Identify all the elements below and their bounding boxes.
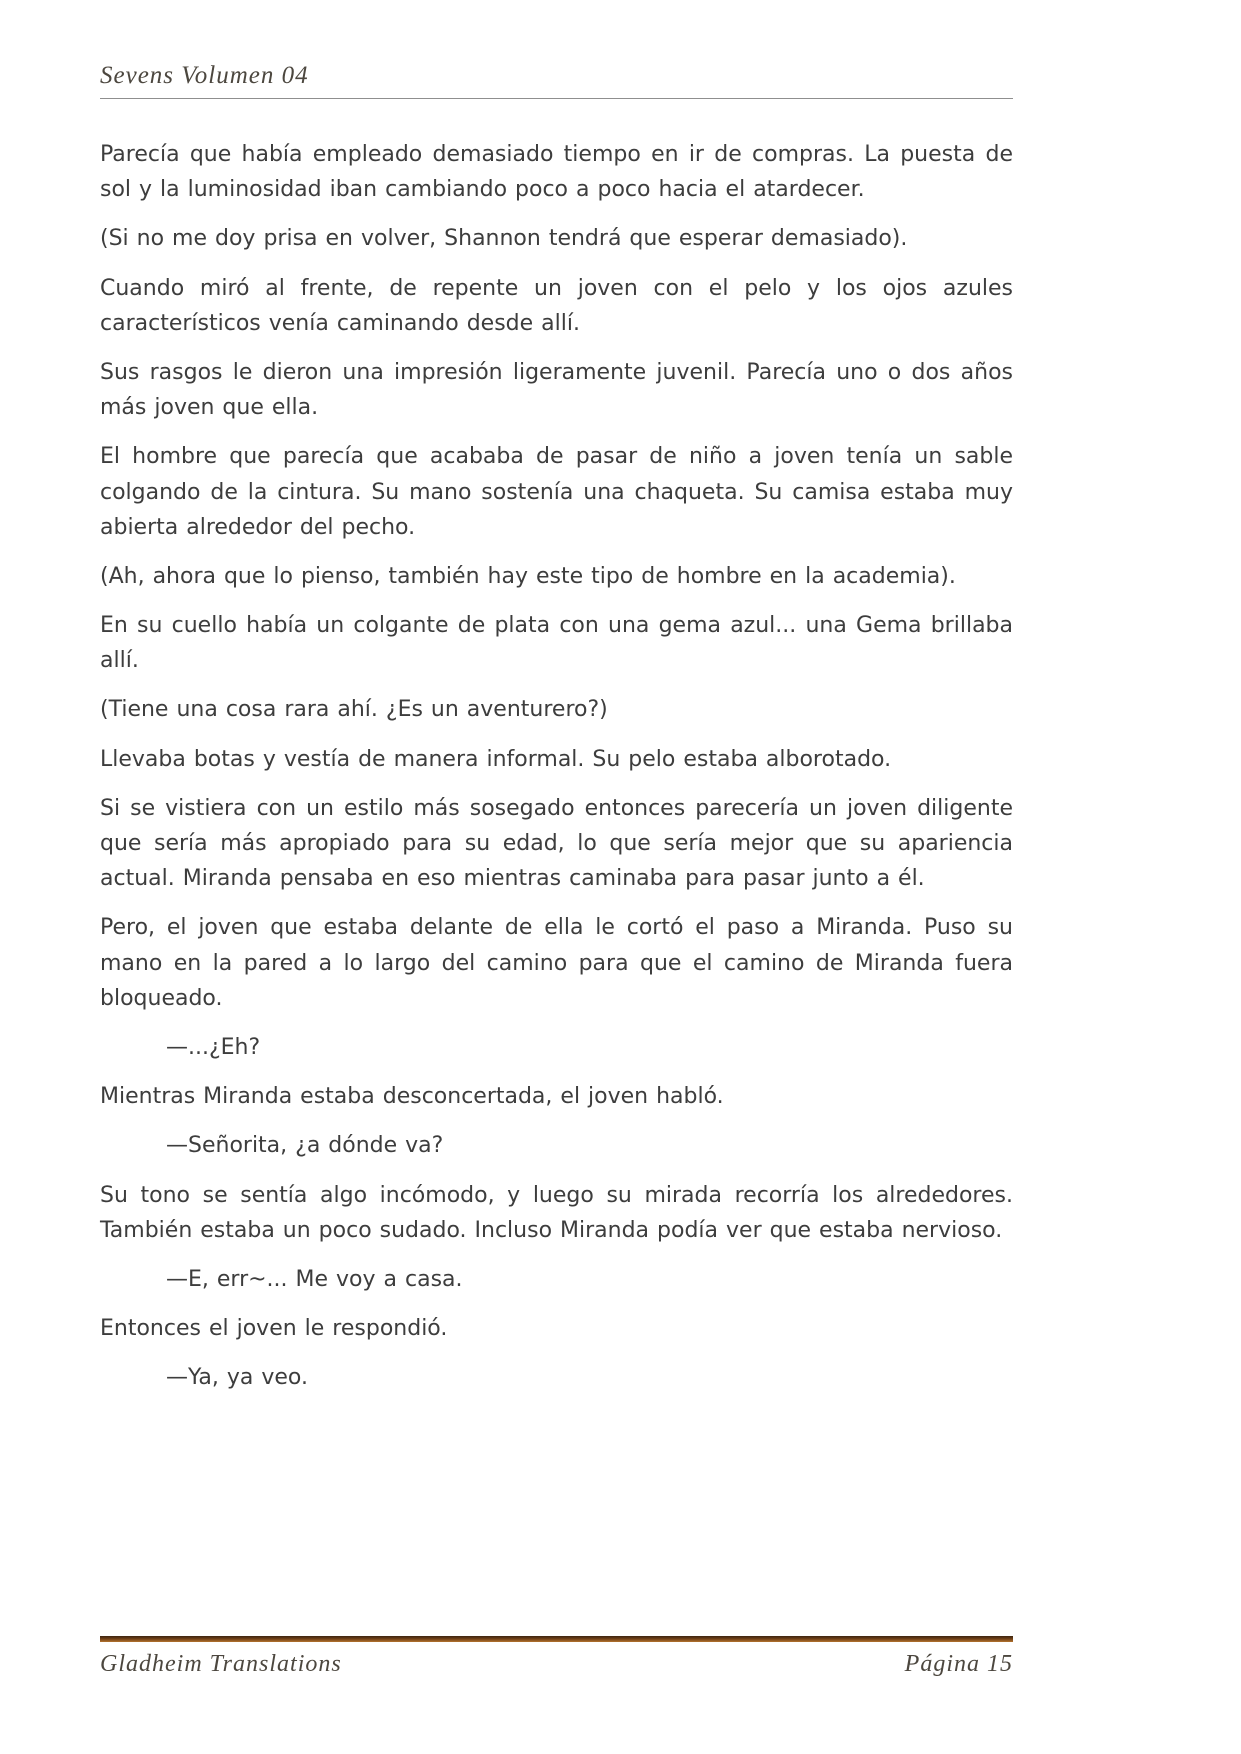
body-paragraph: Sus rasgos le dieron una impresión ligeramente juvenil. Parecía uno o dos años más joven que ella. (100, 359, 1013, 421)
body-paragraph: Si se vistiera con un estilo más sosegado entonces parecería un joven diligente que sería más apropiado para su edad, lo que sería mejor que su apariencia actual. Miranda pensaba en eso mientras caminaba para pasar junto a él. (100, 795, 1013, 892)
body-paragraph: Mientras Miranda estaba desconcertada, el joven habló. (100, 1084, 724, 1110)
page-header (100, 62, 1013, 99)
body-paragraph: (Ah, ahora que lo pienso, también hay este tipo de hombre en la academia). (100, 563, 956, 589)
body-paragraph: Su tono se sentía algo incómodo, y luego su mirada recorría los alrededores. También estaba un poco sudado. Incluso Miranda podía ver que estaba nervioso. (100, 1182, 1013, 1243)
body-paragraph: El hombre que parecía que acababa de pasar de niño a joven tenía un sable colgando de la cintura. Su mano sostenía una chaqueta. Su camisa estaba muy abierta alrededor del pecho. (100, 444, 1013, 540)
footer-page-number: Página 15 (904, 1651, 1013, 1677)
dialogue-line: —Señorita, ¿a dónde va? (166, 1133, 444, 1159)
body-paragraph: Llevaba botas y vestía de manera informal. Su pelo estaba alborotado. (100, 746, 892, 772)
header-title: Sevens Volumen 04 (100, 62, 309, 89)
footer-translator: Gladheim Translations (100, 1651, 342, 1677)
body-paragraph: Entonces el joven le respondió. (100, 1316, 448, 1342)
body-paragraph: (Tiene una cosa rara ahí. ¿Es un aventurero?) (100, 697, 608, 723)
page-footer (100, 1636, 1013, 1678)
body-paragraph: En su cuello había un colgante de plata con una gema azul... una Gema brillaba allí. (100, 613, 1013, 674)
body-paragraph: Pero, el joven que estaba delante de ella le cortó el paso a Miranda. Puso su mano en la pared a lo largo del camino para que el camino de Miranda fuera bloqueado. (100, 915, 1013, 1011)
footer-row (100, 1651, 1013, 1678)
body-paragraph: Parecía que había empleado demasiado tiempo en ir de compras. La puesta de sol y la luminosidad iban cambiando poco a poco hacia el atardecer. (100, 142, 1013, 203)
dialogue-line: —E, err~... Me voy a casa. (166, 1266, 463, 1292)
body-paragraph: Cuando miró al frente, de repente un joven con el pelo y los ojos azules característicos venía caminando desde allí. (100, 275, 1013, 336)
footer-rule (100, 1636, 1013, 1642)
dialogue-line: —...¿Eh? (166, 1034, 261, 1060)
dialogue-line: —Ya, ya veo. (166, 1365, 308, 1391)
body-paragraph: (Si no me doy prisa en volver, Shannon tendrá que esperar demasiado). (100, 226, 908, 252)
body-text (100, 137, 1013, 1395)
